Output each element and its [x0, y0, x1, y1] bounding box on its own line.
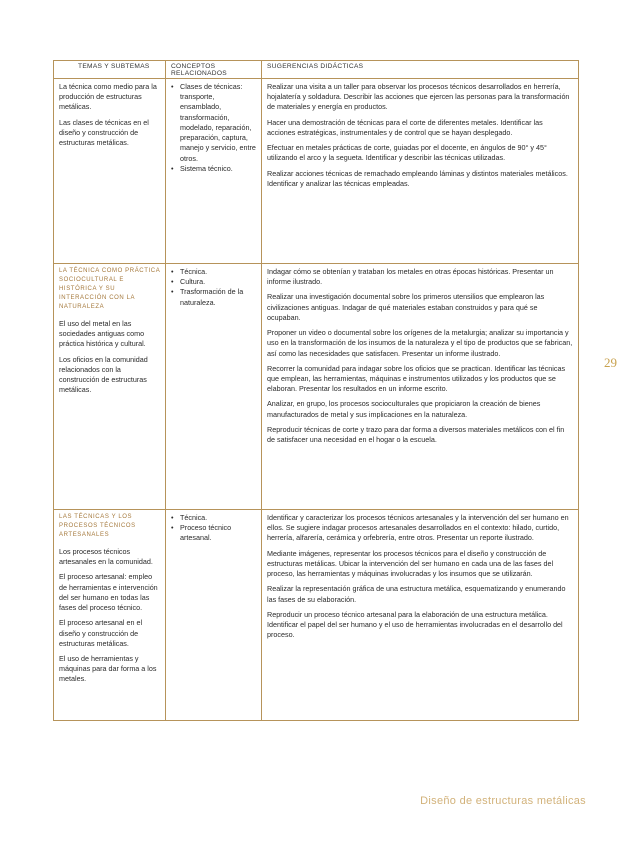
- list-item-text: Proceso técnico artesanal.: [180, 523, 232, 543]
- sugerencia-item: Hacer una demostración de técnicas para el corte de diferentes metales. Identificar las acciones estratégicas, instrumentales y de control que se hayan desplegado.: [267, 117, 543, 137]
- sugerencias-cell: [262, 264, 579, 510]
- sugerencia-item: Reproducir técnicas de corte y trazo para dar forma a diversos materiales metálicos con el fin de satisfacer una necesidad en el hogar o la escuela.: [267, 424, 565, 445]
- table-row: [54, 79, 579, 264]
- conceptos-cell: [166, 510, 262, 721]
- table-header-row: [54, 61, 579, 79]
- sugerencia-item: Realizar una investigación documental sobre los primeros utensilios que emplearon las civilizaciones antiguas. Indagar de qué materiales estaban construidos y para qué se ocupaban.: [267, 292, 545, 322]
- list-item: [171, 523, 256, 543]
- conceptos-cell: [166, 264, 262, 510]
- temas-item: El uso del metal en las sociedades antiguas como práctica histórica y cultural.: [59, 319, 146, 349]
- list-item: [171, 267, 256, 277]
- temas-item: El proceso artesanal en el diseño y construcción de estructuras metálicas.: [59, 618, 143, 648]
- temas-item: El proceso artesanal: empleo de herramientas e intervención del ser humano en todas las fases del proceso técnico.: [59, 572, 158, 613]
- list-item-text: Sistema técnico.: [180, 163, 233, 173]
- conceptos-list: [171, 513, 256, 544]
- sugerencia-item: Efectuar en metales prácticas de corte, guiadas por el docente, en ángulos de 90° y 45° utilizando el arco y la segueta. Identificar y describir las técnicas utilizadas.: [267, 143, 547, 163]
- sugerencia-item: Realizar la representación gráfica de una estructura metálica, esquematizando y enumerando las fases de su elaboración.: [267, 584, 566, 604]
- sugerencia-item: Recorrer la comunidad para indagar sobre los oficios que se practican. Identificar las técnicas que emplean, las herramientas, máquinas e instrumentos utilizados y los productos que se elaboran. Presentar los resultados en un informe escrito.: [267, 363, 566, 394]
- sugerencia-item: Realizar acciones técnicas de remachado empleando láminas y distintos materiales metálicos. Identificar y analizar las técnicas empleadas.: [267, 168, 568, 188]
- list-item: [171, 82, 256, 164]
- temas-item: El uso de herramientas y máquinas para dar forma a los metales.: [59, 653, 157, 684]
- header-conceptos: CONCEPTOS RELACIONADOS: [166, 61, 262, 79]
- theme-title: LA TÉCNICA COMO PRÁCTICA SOCIOCULTURAL E HISTÓRICA Y SU INTERACCIÓN CON LA NATURALEZA: [59, 268, 160, 310]
- bullet-icon: •: [171, 163, 174, 173]
- conceptos-list: [171, 82, 256, 174]
- list-item: [171, 277, 256, 287]
- list-item-text: Clases de técnicas: transporte, ensamblado, transformación, modelado, reparación, preparación, captura, manejo y servicio, entre otros.: [180, 82, 256, 163]
- sugerencia-item: Realizar una visita a un taller para observar los procesos técnicos desarrollados en herrería, hojalatería y soldadura. Describir las acciones que ejercen las personas para la transformación de materiales y energía en productos.: [267, 82, 570, 112]
- temas-cell: [54, 264, 166, 510]
- temas-item: Los oficios en la comunidad relacionados con la construcción de estructuras metálicas.: [59, 354, 148, 395]
- temas-cell: [54, 510, 166, 721]
- bullet-icon: •: [171, 277, 174, 287]
- temas-item: Las clases de técnicas en el diseño y construcción de estructuras metálicas.: [59, 117, 149, 148]
- list-item: [171, 513, 256, 523]
- list-item: [171, 287, 256, 307]
- sugerencia-item: Identificar y caracterizar los procesos técnicos artesanales y la intervención del ser humano en ellos. Se sugiere indagar procesos artesanales desarrollados en el contexto: hilado, curtido, herrería, alfarería, cerámica y orfebrería, entre otros. Presentar un reporte ilustrado.: [267, 513, 569, 543]
- temas-cell: [54, 79, 166, 264]
- header-sugerencias: SUGERENCIAS DIDÁCTICAS: [262, 61, 579, 79]
- footer-title: Diseño de estructuras metálicas: [420, 795, 586, 807]
- table-row: [54, 264, 579, 510]
- list-item-text: Cultura.: [180, 277, 206, 287]
- conceptos-list: [171, 267, 256, 308]
- conceptos-cell: [166, 79, 262, 264]
- sugerencia-item: Indagar cómo se obtenían y trataban los metales en otras épocas históricas. Presentar un informe ilustrado.: [267, 267, 554, 287]
- sugerencia-item: Reproducir un proceso técnico artesanal para la elaboración de una estructura metálica. Identificar el papel del ser humano y el uso de herramientas involucradas en el desarrollo del proceso.: [267, 609, 563, 640]
- sugerencias-cell: [262, 79, 579, 264]
- curriculum-table: [53, 60, 579, 721]
- page-number: 29: [604, 355, 617, 370]
- bullet-icon: •: [171, 513, 174, 522]
- theme-title: LAS TÉCNICAS Y LOS PROCESOS TÉCNICOS ARTESANALES: [59, 514, 136, 538]
- list-item-text: Técnica.: [180, 513, 208, 522]
- bullet-icon: •: [171, 82, 174, 91]
- sugerencia-item: Analizar, en grupo, los procesos socioculturales que propiciaron la creación de bienes manufacturados de metal y sus implicaciones en la naturaleza.: [267, 399, 541, 419]
- list-item-text: Técnica.: [180, 267, 208, 276]
- bullet-icon: •: [171, 523, 174, 533]
- temas-item: Los procesos técnicos artesanales en la comunidad.: [59, 547, 153, 567]
- header-temas: TEMAS Y SUBTEMAS: [54, 61, 166, 79]
- temas-item: La técnica como medio para la producción de estructuras metálicas.: [59, 82, 157, 112]
- sugerencia-item: Proponer un video o documental sobre los orígenes de la metalurgia; analizar su importancia y uso en la transformación de los insumos de la naturaleza y el tipo de productos que se fabrican, así como las necesidades que satisfacen. Presentar un informe ilustrado.: [267, 328, 573, 358]
- sugerencias-cell: [262, 510, 579, 721]
- bullet-icon: •: [171, 267, 174, 276]
- bullet-icon: •: [171, 287, 174, 297]
- list-item-text: Trasformación de la naturaleza.: [180, 287, 244, 307]
- table-row: [54, 510, 579, 721]
- sugerencia-item: Mediante imágenes, representar los procesos técnicos para el diseño y construcción de estructuras metálicas. Ubicar la intervención del ser humano en cada una de las fases del proceso, las herramientas y máquinas involucradas y los insumos que se utilizarán.: [267, 548, 554, 579]
- list-item: [171, 164, 256, 174]
